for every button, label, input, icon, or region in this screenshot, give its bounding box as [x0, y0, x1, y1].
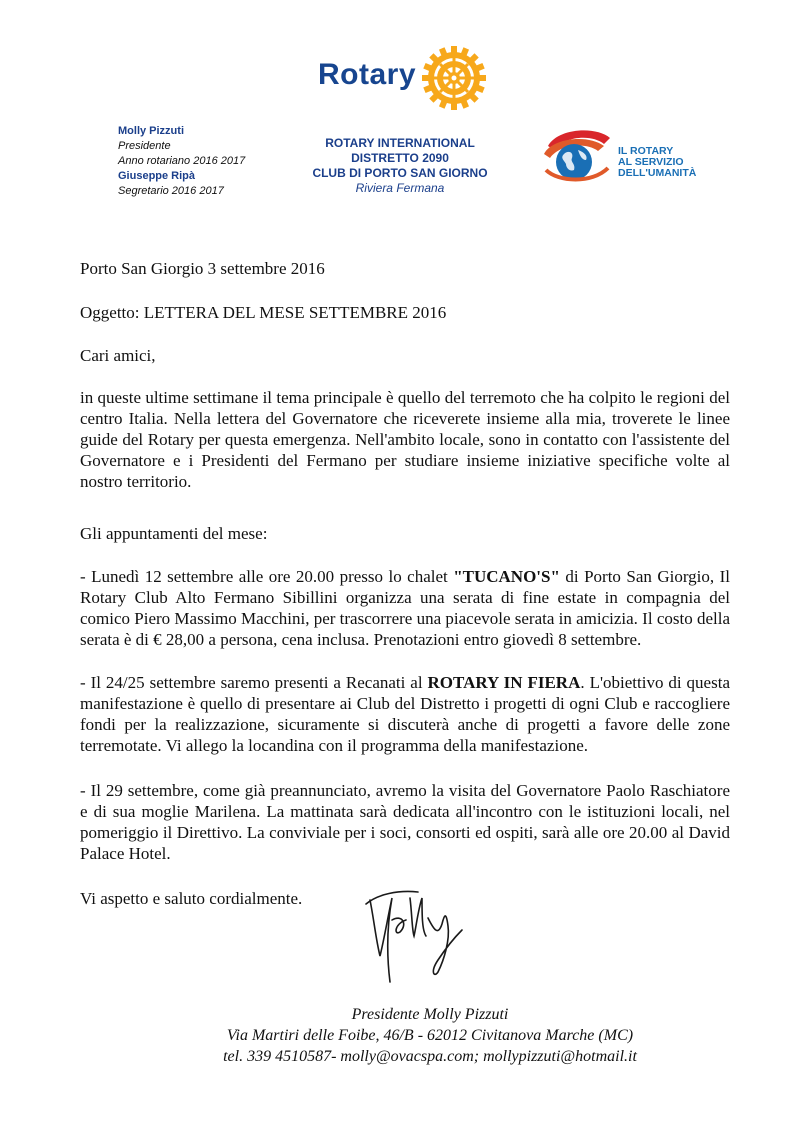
- club-block: [290, 136, 510, 196]
- rotary-wheel-icon: [420, 44, 488, 112]
- footer-block: [160, 1004, 700, 1067]
- greeting: Cari amici,: [80, 346, 156, 365]
- footer-contacts: tel. 339 4510587- molly@ovacspa.com; mollypizzuti@hotmail.it: [223, 1048, 637, 1065]
- event-1: [80, 566, 730, 650]
- theme-line-2: AL SERVIZIO: [618, 156, 684, 168]
- globe-icon: [538, 124, 618, 188]
- subject-line: Oggetto: LETTERA DEL MESE SETTEMBRE 2016: [80, 303, 447, 322]
- president-year: Anno rotariano 2016 2017: [118, 155, 246, 167]
- event-1-text-b: di Porto San Giorgio, Il Rotary Club Alto Fermano Sibillini organizza una serata di fine estate in compagnia del comico Piero Massimo Macchini, per trascorrere una piacevole serata in amicizia. Il costo della serata è di € 28,00 a persona, cena inclusa. Prenotazioni entro giovedì 8 settembre.: [80, 567, 730, 649]
- footer-address: Via Martiri delle Foibe, 46/B - 62012 Civitanova Marche (MC): [226, 1027, 634, 1044]
- theme-line-1: IL ROTARY: [618, 145, 674, 157]
- signature-image: [358, 880, 478, 990]
- president-role: Presidente: [118, 140, 171, 152]
- footer-signatory: Presidente Molly Pizzuti: [351, 1006, 509, 1023]
- secretary-role: Segretario 2016 2017: [118, 185, 224, 197]
- secretary-name: Giuseppe Ripà: [118, 170, 196, 182]
- events-heading: Gli appuntamenti del mese:: [80, 524, 268, 543]
- club-line-3: CLUB DI PORTO SAN GIORNO: [312, 166, 488, 180]
- event-1-text-a: - Lunedì 12 settembre alle ore 20.00 presso lo chalet: [80, 567, 454, 586]
- place-date: Porto San Giorgio 3 settembre 2016: [80, 259, 325, 278]
- event-2: [80, 672, 730, 756]
- theme-text: [618, 146, 696, 179]
- club-line-1: ROTARY INTERNATIONAL: [325, 136, 475, 150]
- intro-paragraph: in queste ultime settimane il tema principale è quello del terremoto che ha colpito le regioni del centro Italia. Nella lettera del Governatore che riceverete insieme alla mia, troverete le linee guide del Rotary per questa emergenza. Nell'ambito locale, sono in contatto con l'assistente del Governatore e i Presidenti del Fermano per studiare insieme iniziative specifiche volte al nostro territorio.: [80, 388, 730, 491]
- event-2-text-b: . L'obiettivo di questa manifestazione è quello di presentare ai Club del Distretto i progetti di ogni Club e raccogliere fondi per la realizzazione, sicuramente si discuterà anche di progetti a favore delle zone terremotate. Vi allego la locandina con il programma della manifestazione.: [80, 673, 730, 755]
- closing-line: Vi aspetto e saluto cordialmente.: [80, 889, 303, 908]
- president-name: Molly Pizzuti: [118, 125, 184, 137]
- theme-logo: [538, 124, 708, 188]
- rotary-wordmark: Rotary: [318, 58, 417, 91]
- club-line-4: Riviera Fermana: [355, 181, 445, 195]
- event-3: - Il 29 settembre, come già preannunciato, avremo la visita del Governatore Paolo Raschiatore e di sua moglie Marilena. La mattinata sarà dedicata all'incontro con le istituzioni locali, nel pomeriggio il Direttivo. La conviviale per i soci, consorti ed ospiti, sarà alle ore 20.00 al David Palace Hotel.: [80, 781, 730, 863]
- rotary-logo: [318, 44, 488, 116]
- officers-block: [118, 124, 245, 199]
- event-2-event-name: ROTARY IN FIERA: [427, 673, 581, 692]
- event-1-venue: "TUCANO'S": [453, 567, 560, 586]
- event-2-text-a: - Il 24/25 settembre saremo presenti a Recanati al: [80, 673, 428, 692]
- club-line-2: DISTRETTO 2090: [351, 151, 449, 165]
- theme-line-3: DELL'UMANITÀ: [618, 167, 697, 179]
